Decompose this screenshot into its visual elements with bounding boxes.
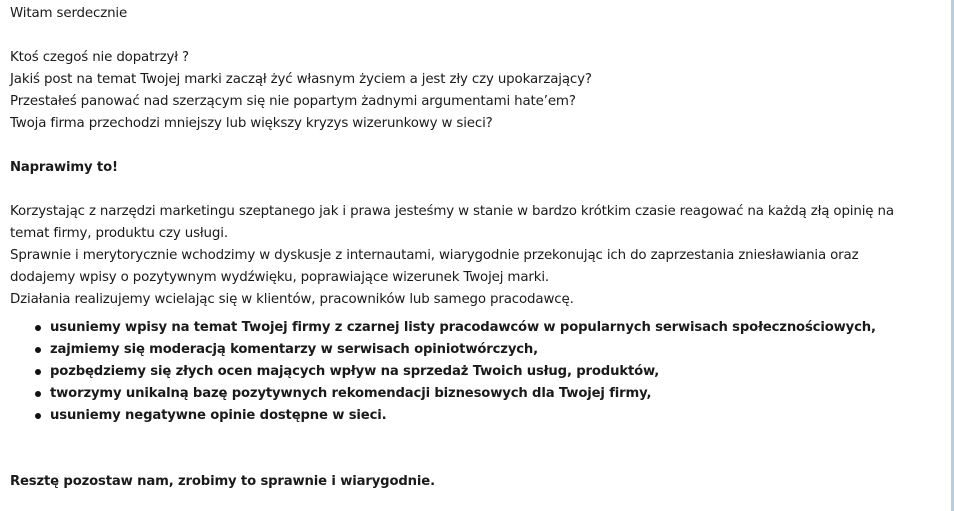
greeting: Witam serdecznie [10,6,128,21]
spacer [10,449,945,471]
spacer [10,25,945,47]
bullet-dot-icon [35,369,41,375]
question-line: Ktoś czegoś nie dopatrzył ? [10,50,189,65]
bullet-text: zajmiemy się moderacją komentarzy w serwisach opiniotwórczych, [50,342,539,357]
bullet-dot-icon [35,347,41,353]
closing-line: Resztę pozostaw nam, zrobimy to sprawnie i wiarygodnie. [10,474,435,489]
paragraph2-line: dodajemy wpisy o pozytywnym wydźwięku, poprawiające wizerunek Twojej marki. [10,270,550,285]
bullet-dot-icon [35,325,41,331]
document-body [10,3,945,493]
paragraph1-line: Korzystając z narzędzi marketingu szeptanego jak i prawa jesteśmy w stanie w bardzo krótkim czasie reagować na każdą złą opinię na [10,204,894,219]
question-line: Twoja firma przechodzi mniejszy lub większy kryzys wizerunkowy w sieci? [10,116,493,131]
spacer [10,179,945,201]
bullet-text: usuniemy negatywne opinie dostępne w sieci. [50,408,387,423]
bullet-dot-icon [35,413,41,419]
paragraph1-line: temat firmy, produktu czy usługi. [10,226,228,241]
question-line: Przestałeś panować nad szerzącym się nie popartym żadnymi argumentami hate’em? [10,94,576,109]
paragraph2-line: Sprawnie i merytorycznie wchodzimy w dyskusje z internautami, wiarygodnie przekonując ich do zaprzestania zniesławiania oraz [10,248,859,263]
bullet-text: usuniemy wpisy na temat Twojej firmy z czarnej listy pracodawców w popularnych serwisach społecznościowych, [50,320,876,335]
bullet-text: tworzymy unikalną bazę pozytywnych rekomendacji biznesowych dla Twojej firmy, [50,386,652,401]
spacer [10,135,945,157]
bullet-dot-icon [35,391,41,397]
spacer [10,427,945,449]
paragraph3: Działania realizujemy wcielając się w klientów, pracowników lub samego pracodawcę. [10,292,574,307]
services-bullet-list [10,317,945,427]
bullet-item [10,317,945,339]
question-line: Jakiś post na temat Twojej marki zaczął żyć własnym życiem a jest zły czy upokarzający? [10,72,592,87]
bullet-item [10,405,945,427]
bullet-item [10,339,945,361]
bullet-item [10,383,945,405]
bullet-text: pozbędziemy się złych ocen mających wpływ na sprzedaż Twoich usług, produktów, [50,364,660,379]
bullet-item [10,361,945,383]
headline: Naprawimy to! [10,160,118,175]
